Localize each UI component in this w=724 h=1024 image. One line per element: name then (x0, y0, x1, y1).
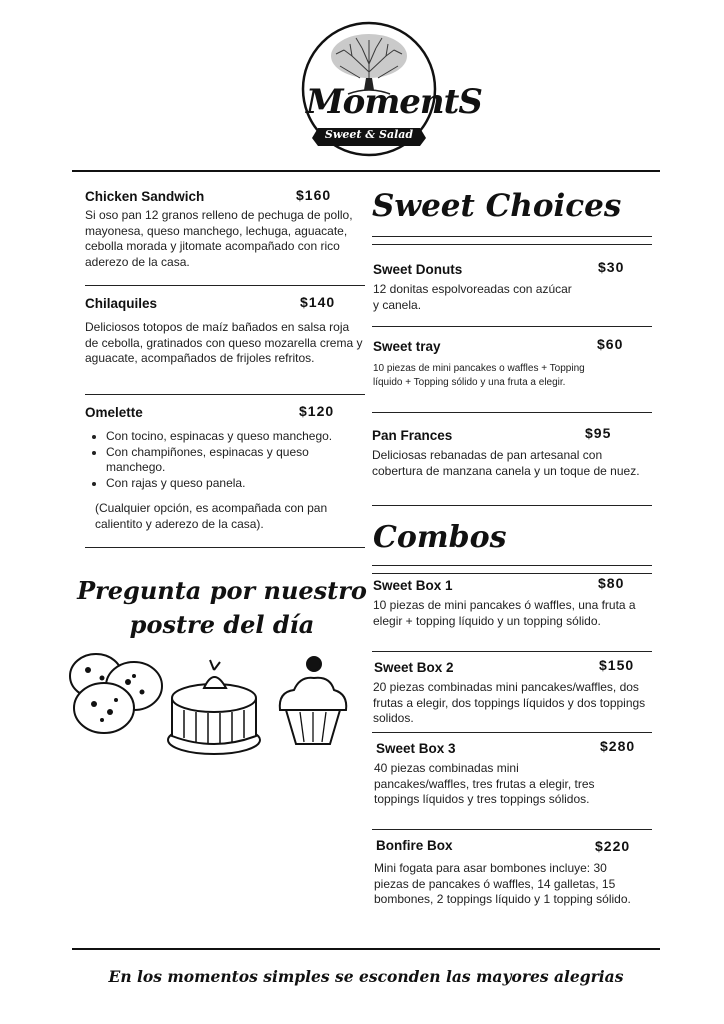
item-description: 10 piezas de mini pancakes o waffles + Topping líquido + Topping sólido y una fruta a elegir. (373, 363, 585, 388)
section-divider (372, 236, 652, 237)
item-price: $220 (595, 838, 631, 854)
item-description: Deliciosos totopos de maíz bañados en salsa roja de cebolla, gratinados con queso mozarella crema y aguacate, acompañados de frijoles refritos. (85, 320, 363, 365)
item-name: Chilaquiles (85, 296, 158, 311)
item-name: Sweet Box 3 (376, 741, 456, 756)
header-divider (72, 170, 660, 172)
item-divider (85, 547, 365, 548)
item-description: Si oso pan 12 granos relleno de pechuga de pollo, mayonesa, queso manchego, lechuga, aguacate, cebolla morada y jitomate acompañado con rico aderezo de la casa. (85, 208, 353, 269)
item-name: Sweet tray (373, 339, 441, 354)
item-divider (85, 285, 365, 286)
item-divider (372, 829, 652, 830)
item-divider (372, 412, 652, 413)
item-price: $120 (299, 403, 335, 419)
item-name: Pan Frances (372, 428, 453, 443)
item-divider (372, 326, 652, 327)
item-description: 12 donitas espolvoreadas con azúcar y canela. (373, 282, 572, 312)
promo-line-2: postre del día (129, 610, 315, 639)
item-price: $80 (598, 575, 625, 591)
item-name: Chicken Sandwich (85, 189, 205, 204)
promo-line-1: Pregunta por nuestro (77, 576, 367, 605)
brand-name: MomentS (306, 82, 482, 122)
option-item: • Con rajas y queso panela. (106, 476, 366, 492)
item-price: $280 (600, 738, 636, 754)
combos-section-title: Combos (373, 520, 507, 555)
desserts-illustration (64, 648, 364, 758)
footer-slogan: En los momentos simples se esconden las mayores alegrias (108, 967, 624, 986)
item-name: Sweet Box 2 (374, 660, 454, 675)
sweet-section-title: Sweet Choices (372, 188, 622, 224)
omelette-options (86, 429, 366, 491)
item-description: 10 piezas de mini pancakes ó waffles, una fruta a elegir + topping líquido y un topping sólido. (373, 598, 636, 628)
item-name: Bonfire Box (376, 838, 453, 853)
section-divider (372, 565, 652, 566)
item-divider (372, 732, 652, 733)
item-divider (372, 651, 652, 652)
item-name: Omelette (85, 405, 143, 420)
section-divider (372, 244, 652, 245)
footer-divider (72, 948, 660, 950)
item-description: 40 piezas combinadas mini pancakes/waffles, tres frutas a elegir, tres toppings líquidos y tres toppings sólidos. (374, 761, 595, 806)
item-price: $160 (296, 187, 332, 203)
item-name: Sweet Donuts (373, 262, 463, 277)
section-divider (372, 573, 652, 574)
item-price: $95 (585, 425, 612, 441)
item-price: $60 (597, 336, 624, 352)
item-description: Deliciosas rebanadas de pan artesanal con cobertura de manzana canela y un toque de nuez. (372, 448, 640, 478)
item-name: Sweet Box 1 (373, 578, 453, 593)
item-price: $140 (300, 294, 336, 310)
cake-icon (168, 660, 260, 754)
option-item: • Con tocino, espinacas y queso manchego. (106, 429, 366, 445)
item-divider (372, 505, 652, 506)
option-item: • Con champiñones, espinacas y queso manchego. (106, 445, 366, 476)
item-description: Mini fogata para asar bombones incluye: 30 piezas de pancakes ó waffles, 14 galletas, 15 bombones, 2 toppings líquido y 1 topping sólido. (374, 861, 631, 906)
item-description: 20 piezas combinadas mini pancakes/waffles, dos frutas a elegir, dos toppings líquidos y dos toppings solidos. (373, 680, 646, 725)
omelette-note: (Cualquier opción, es acompañada con pan calientito y aderezo de la casa). (95, 501, 328, 531)
item-price: $150 (599, 657, 635, 673)
cookie-icon (70, 654, 162, 733)
brand-logo (300, 20, 482, 158)
brand-tagline: Sweet & Salad (324, 128, 414, 141)
item-divider (85, 394, 365, 395)
item-price: $30 (598, 259, 625, 275)
